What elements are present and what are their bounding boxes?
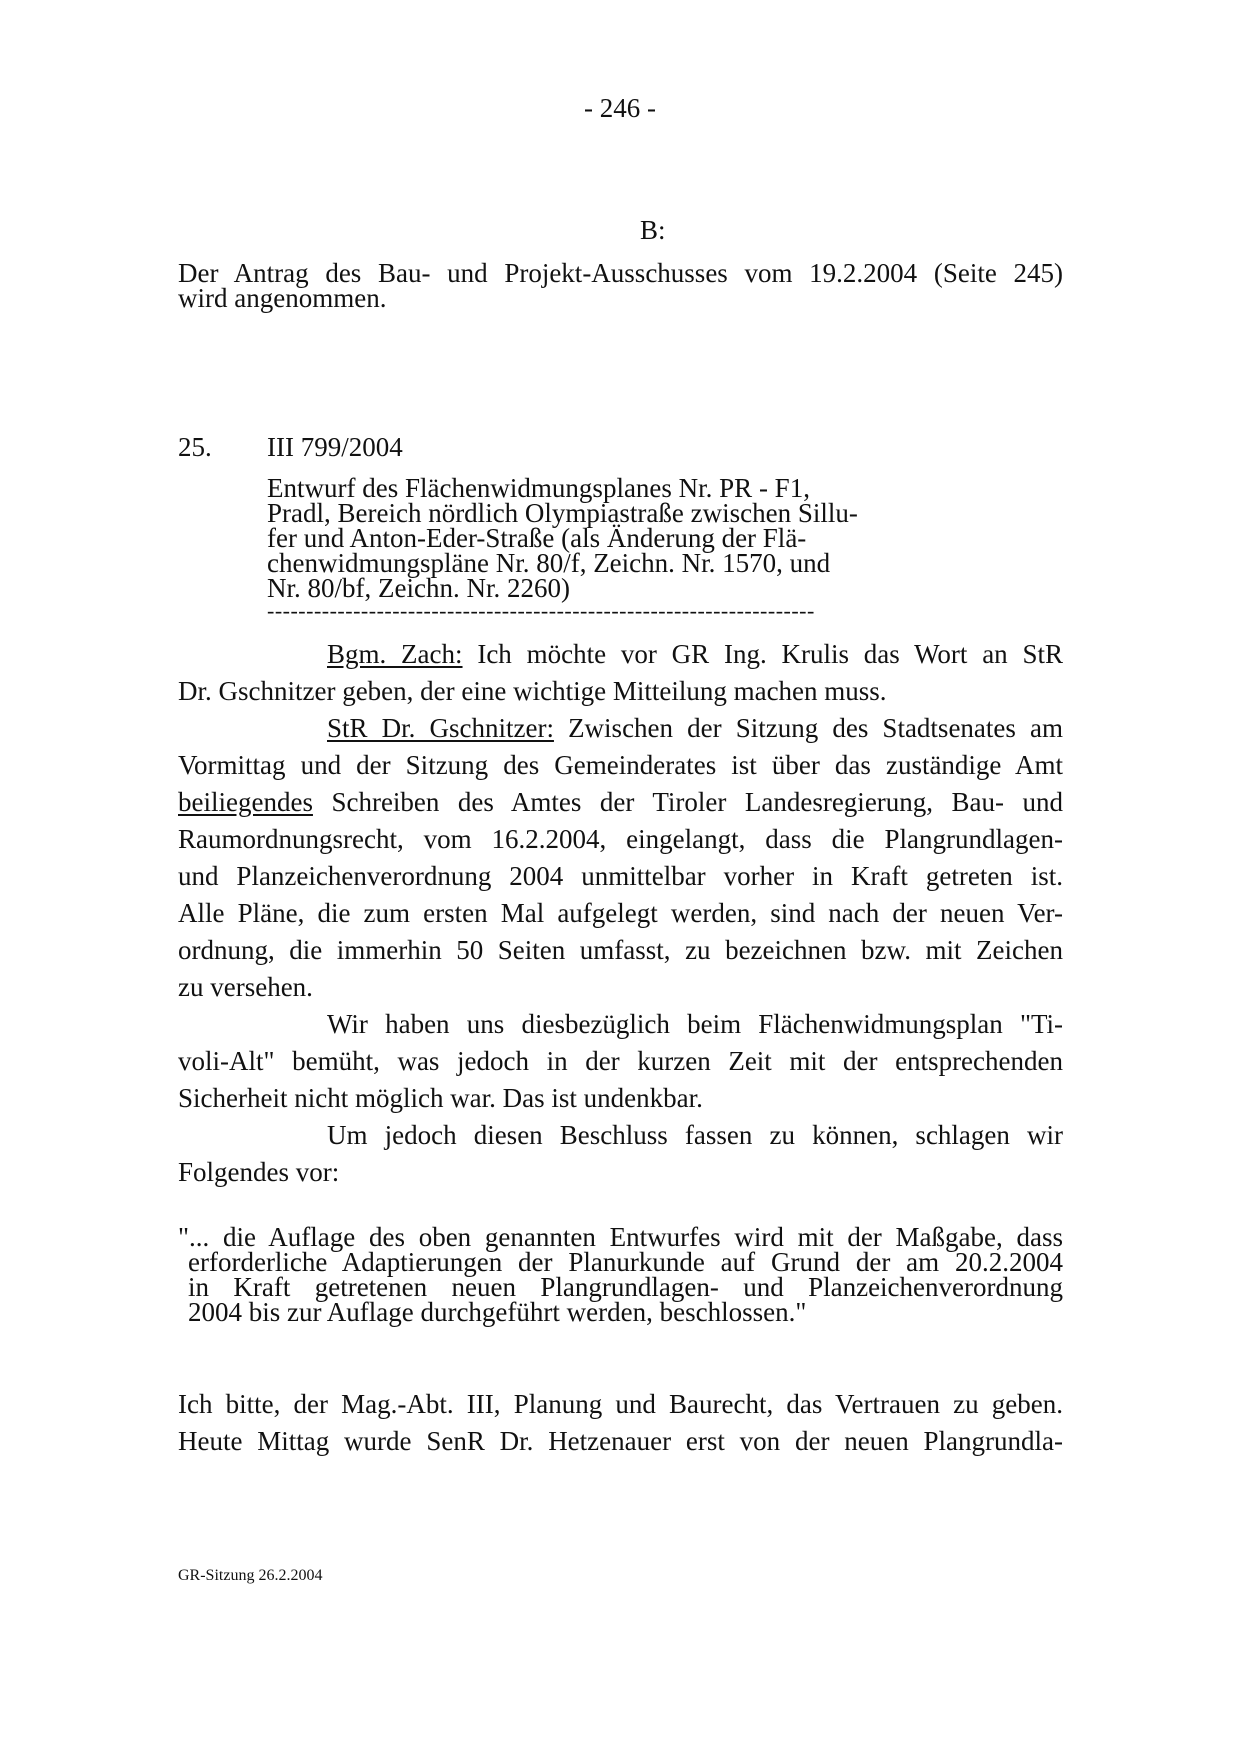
paragraph-line	[178, 710, 1063, 747]
page-footer: GR-Sitzung 26.2.2004	[178, 1567, 323, 1584]
underlined-word: beiliegendes	[178, 787, 313, 817]
quote-line: "... die Auflage des oben genannten Entwurfes wird mit der Maßgabe, dass	[178, 1222, 1063, 1252]
speaker-name: StR Dr. Gschnitzer:	[327, 713, 554, 743]
paragraph-tivoli	[178, 1006, 1063, 1117]
agenda-item-number: 25.	[178, 432, 212, 462]
title-line: Entwurf des Flächenwidmungsplanes Nr. PR - F1,	[267, 473, 810, 503]
paragraph-line: Dr. Gschnitzer geben, der eine wichtige Mitteilung machen muss.	[178, 676, 887, 706]
title-line: fer und Anton-Eder-Straße (als Änderung der Flä-	[267, 523, 807, 553]
paragraph-line	[178, 784, 1063, 821]
paragraph-closing	[178, 1386, 1063, 1460]
paragraph-line: Folgendes vor:	[178, 1157, 340, 1187]
quote-line: 2004 bis zur Auflage durchgeführt werden, beschlossen."	[188, 1297, 807, 1327]
paragraph-line: Ich bitte, der Mag.-Abt. III, Planung und Baurecht, das Vertrauen zu geben.	[178, 1389, 1063, 1419]
quoted-resolution	[178, 1222, 1063, 1327]
speaker-name: Bgm. Zach:	[327, 639, 463, 669]
paragraph-line: Vormittag und der Sitzung des Gemeinderates ist über das zuständige Amt	[178, 750, 1063, 780]
paragraph-line: Raumordnungsrecht, vom 16.2.2004, eingelangt, dass die Plangrundlagen-	[178, 824, 1063, 854]
paragraph-line: Alle Pläne, die zum ersten Mal aufgelegt werden, sind nach der neuen Ver-	[178, 898, 1063, 928]
paragraph-line: Sicherheit nicht möglich war. Das ist undenkbar.	[178, 1083, 703, 1113]
separator-line: ----------------------------------------------------------------------	[267, 598, 815, 623]
title-line: Pradl, Bereich nördlich Olympiastraße zwischen Sillu-	[267, 498, 858, 528]
paragraph-text: Zwischen der Sitzung des Stadtsenates am	[568, 713, 1063, 743]
antrag-line: wird angenommen.	[178, 283, 387, 313]
antrag-paragraph	[178, 258, 1063, 313]
quote-line: erforderliche Adaptierungen der Planurkunde auf Grund der am 20.2.2004	[188, 1247, 1063, 1277]
paragraph-line: voli-Alt" bemüht, was jedoch in der kurzen Zeit mit der entsprechenden	[178, 1046, 1063, 1076]
paragraph-line: Wir haben uns diesbezüglich beim Flächenwidmungsplan "Ti-	[327, 1009, 1063, 1039]
paragraph-zach	[178, 636, 1063, 710]
title-line: chenwidmungspläne Nr. 80/f, Zeichn. Nr. 1570, und	[267, 548, 831, 578]
paragraph-text: Ich möchte vor GR Ing. Krulis das Wort an StR	[477, 639, 1064, 669]
agenda-item-reference: III 799/2004	[267, 432, 403, 462]
paragraph-line	[178, 636, 1063, 673]
page-number: - 246 -	[584, 93, 656, 123]
paragraph-line: ordnung, die immerhin 50 Seiten umfasst, zu bezeichnen bzw. mit Zeichen	[178, 935, 1063, 965]
title-line: Nr. 80/bf, Zeichn. Nr. 2260)	[267, 573, 570, 603]
quote-line: in Kraft getretenen neuen Plangrundlagen- und Planzeichenverordnung	[188, 1272, 1063, 1302]
section-label: B:	[640, 215, 666, 245]
paragraph-line: Um jedoch diesen Beschluss fassen zu können, schlagen wir	[327, 1120, 1063, 1150]
paragraph-line: und Planzeichenverordnung 2004 unmittelbar vorher in Kraft getreten ist.	[178, 861, 1063, 891]
paragraph-text: Schreiben des Amtes der Tiroler Landesregierung, Bau- und	[331, 787, 1064, 817]
antrag-line: Der Antrag des Bau- und Projekt-Ausschusses vom 19.2.2004 (Seite 245)	[178, 258, 1063, 288]
paragraph-gschnitzer	[178, 710, 1063, 1006]
agenda-item-title	[267, 473, 907, 603]
paragraph-line: zu versehen.	[178, 972, 313, 1002]
paragraph-line: Heute Mittag wurde SenR Dr. Hetzenauer erst von der neuen Plangrundla-	[178, 1426, 1063, 1456]
paragraph-beschluss	[178, 1117, 1063, 1191]
